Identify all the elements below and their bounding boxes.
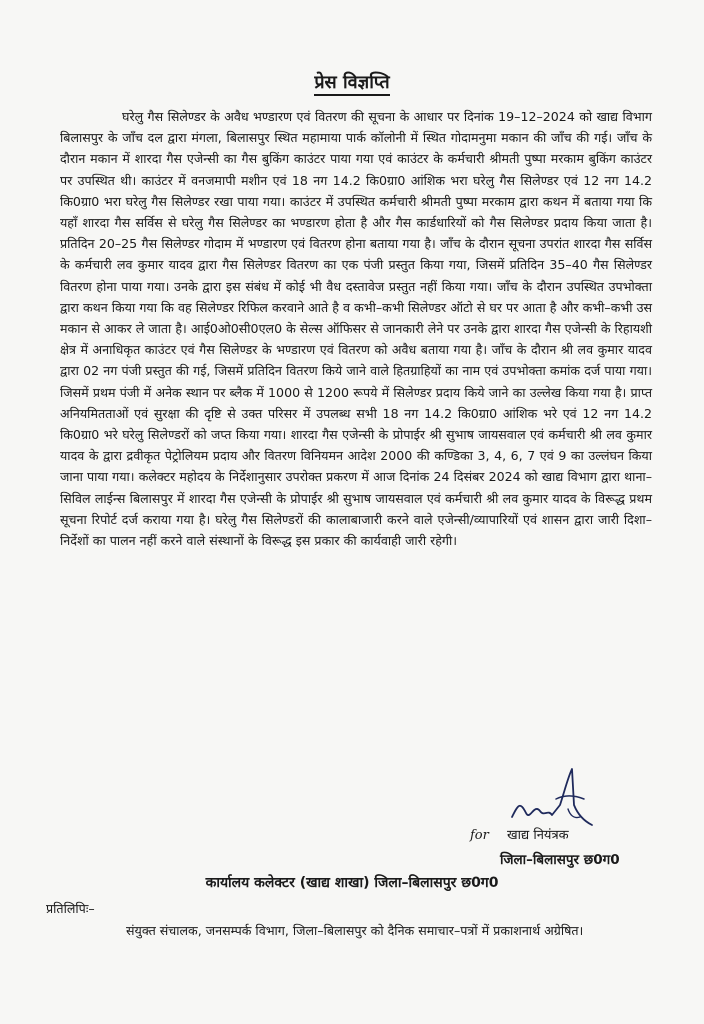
office-heading: कार्यालय कलेक्टर (खाद्य शाखा) जिला–बिलासपुर छ0ग0: [205, 875, 499, 891]
title-text: प्रेस विज्ञप्ति: [314, 72, 389, 96]
body-paragraph: घरेलु गैस सिलेण्डर के अवैध भण्डारण एवं वितरण की सूचना के आधार पर दिनांक 19–12–2024 को खाद्य विभाग बिलासपुर के जाँच दल द्वारा मंगला, बिलासपुर स्थित महामाया पार्क कॉलोनी में स्थित गोदामनुमा मकान की जाँच की गई। जाँच के दौरान मकान में शारदा गैस एजेन्सी का गैस बुकिंग काउंटर पाया गया एवं काउंटर के कर्मचारी श्रीमती पुष्पा मरकाम बुकिंग काउंटर पर उपस्थित थी। काउंटर में वनजमापी मशीन एवं 18 नग 14.2 कि0ग्रा0 आंशिक भरा घरेलु गैस सिलेण्डर एवं 12 नग 14.2 कि0ग्रा0 भरा घरेलु गैस सिलेण्डर रखा पाया गया। काउंटर में उपस्थित कर्मचारी श्रीमती पुष्पा मरकाम द्वारा कथन में बताया गया कि यहाँ शारदा गैस सर्विस से घरेलु गैस सिलेण्डर का भण्डारण होता है और गैस कार्डधारियों को गैस सिलेण्डर प्रदाय किया जाता है। प्रतिदिन 20–25 गैस सिलेण्डर गोदाम में भण्डारण एवं वितरण होना बताया गया है। जाँच के दौरान सूचना उपरांत शारदा गैस सर्विस के कर्मचारी लव कुमार यादव द्वारा गैस सिलेण्डर वितरण का एक पंजी प्रस्तुत किया गया, जिसमें प्रतिदिन 35–40 गैस सिलेण्डर वितरण होना पाया गया। उनके द्वारा इस संबंध में कोई भी वैध दस्तावेज प्रस्तुत नहीं किया गया। जाँच के दौरान उपस्थित उपभोक्ता द्वारा कथन किया गया कि वह सिलेण्डर रिफिल करवाने आते है व कभी–कभी सिलेण्डर ऑटो से घर पर आता है और कभी–कभी उस मकान से आकर ले जाता है। आई0ओ0सी0एल0 के सेल्स ऑफिसर से जानकारी लेने पर उनके द्वारा शारदा गैस एजेन्सी के रिहायशी क्षेत्र में अनाधिकृत काउंटर एवं गैस सिलेण्डर के भण्डारण एवं वितरण को अवैध बताया गया है। जाँच के दौरान श्री लव कुमार यादव द्वारा 02 नग पंजी प्रस्तुत की गई, जिसमें प्रतिदिन वितरण किये जाने वाले हितग्राहियों का नाम एवं उपभोक्ता कमांक दर्ज पाया गया। जिसमें प्रथम पंजी में अनेक स्थान पर ब्लैक में 1000 से 1200 रूपये में सिलेण्डर प्रदाय किये जाने का उल्लेख किया गया है। प्राप्त अनियमितताओं एवं सुरक्षा की दृष्टि से उक्त परिसर में उपलब्ध सभी 18 नग 14.2 कि0ग्रा0 आंशिक भरे एवं 12 नग 14.2 कि0ग्रा0 भरे घरेलु सिलेण्डरों को जप्त किया गया। शारदा गैस एजेन्सी के प्रोपाईर श्री सुभाष जायसवाल एवं कर्मचारी श्री लव कुमार यादव के द्वारा द्रवीकृत पेट्रोलियम प्रदाय और वितरण विनियमन आदेश 2000 की कण्डिका 3, 4, 6, 7 एवं 9 का उल्लंघन किया जाना पाया गया। कलेक्टर महोदय के निर्देशानुसार उपरोक्त प्रकरण में आज दिनांक 24 दिसंबर 2024 को खाद्य विभाग द्वारा थाना–सिविल लाईन्स बिलासपुर में शारदा गैस एजेन्सी के प्रोपाईर श्री सुभाष जायसवाल एवं कर्मचारी श्री लव कुमार यादव के विरूद्ध प्रथम सूचना रिपोर्ट दर्ज कराया गया है। घरेलु गैस सिलेण्डरों की कालाबाजारी करने वाले एजेन्सी/व्यापारियों एवं शासन द्वारा जारी दिशा–निर्देशों का पालन नहीं करने वाले संस्थानों के विरूद्ध इस प्रकार की कार्यवाही जारी रहेगी।: [60, 109, 652, 549]
signatory-district: जिला–बिलासपुर छ0ग0: [500, 852, 620, 868]
copy-label: प्रतिलिपिः–: [46, 901, 95, 916]
copy-text: संयुक्त संचालक, जनसम्पर्क विभाग, जिला–बिलासपुर को दैनिक समाचार–पत्रों में प्रकाशनार्थ अग्रेषित।: [126, 923, 584, 938]
signatory-designation-row: [470, 825, 569, 843]
signature-initials: for: [470, 828, 489, 843]
page-title: [0, 70, 704, 94]
signatory-designation: खाद्य नियंत्रक: [507, 828, 569, 843]
